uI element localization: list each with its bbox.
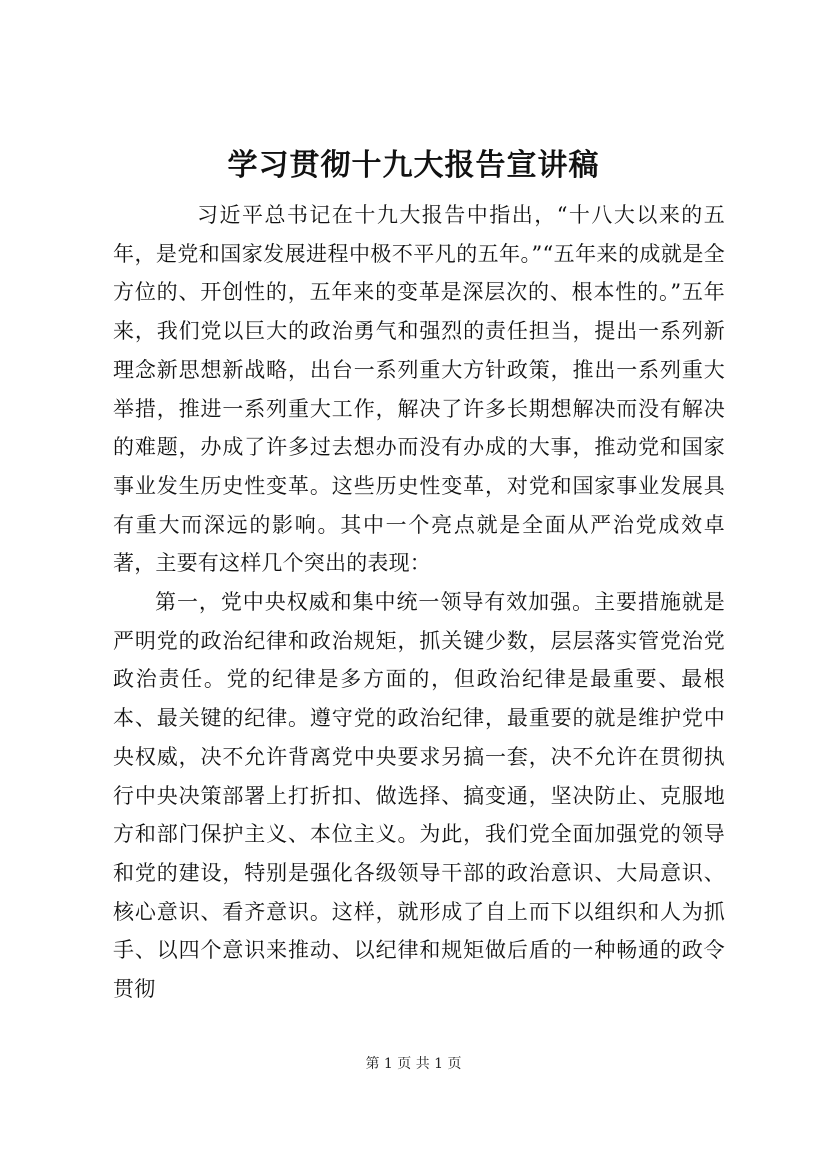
page-footer: 第 1 页 共 1 页	[365, 1056, 462, 1072]
document-title: 学习贯彻十九大报告宣讲稿	[227, 148, 600, 183]
paragraph-point-one: 第一，党中央权威和集中统一领导有效加强。主要措施就是严明党的政治纪律和政治规矩，抓关键少数，层层落实管党治党政治责任。党的纪律是多方面的，但政治纪律是最重要、最根本、最关键的纪律。遵守党的政治纪律，最重要的就是维护党中央权威，决不允许背离党中央要求另搞一套，决不允许在贯彻执行中央决策部署上打折扣、做选择、搞变通，坚决防止、克服地方和部门保护主义、本位主义。为此，我们党全面加强党的领导和党的建设，特别是强化各级领导干部的政治意识、大局意识、核心意识、看齐意识。这样，就形成了自上而下以组织和人为抓手、以四个意识来推动、以纪律和规矩做后盾的一种畅通的政令贯彻	[113, 590, 725, 1002]
paragraph-intro: 习近平总书记在十九大报告中指出，“十八大以来的五年，是党和国家发展进程中极不平凡的五年。”“五年来的成就是全方位的、开创性的，五年来的变革是深层次的、根本性的。”五年来，我们党以巨大的政治勇气和强烈的责任担当，提出一系列新理念新思想新战略，出台一系列重大方针政策，推出一系列重大举措，推进一系列重大工作，解决了许多长期想解决而没有解决的难题，办成了许多过去想办而没有办成的大事，推动党和国家事业发生历史性变革。这些历史性变革，对党和国家事业发展具有重大而深远的影响。其中一个亮点就是全面从严治党成效卓著，主要有这样几个突出的表现：	[113, 203, 725, 576]
document-body	[113, 196, 725, 1009]
